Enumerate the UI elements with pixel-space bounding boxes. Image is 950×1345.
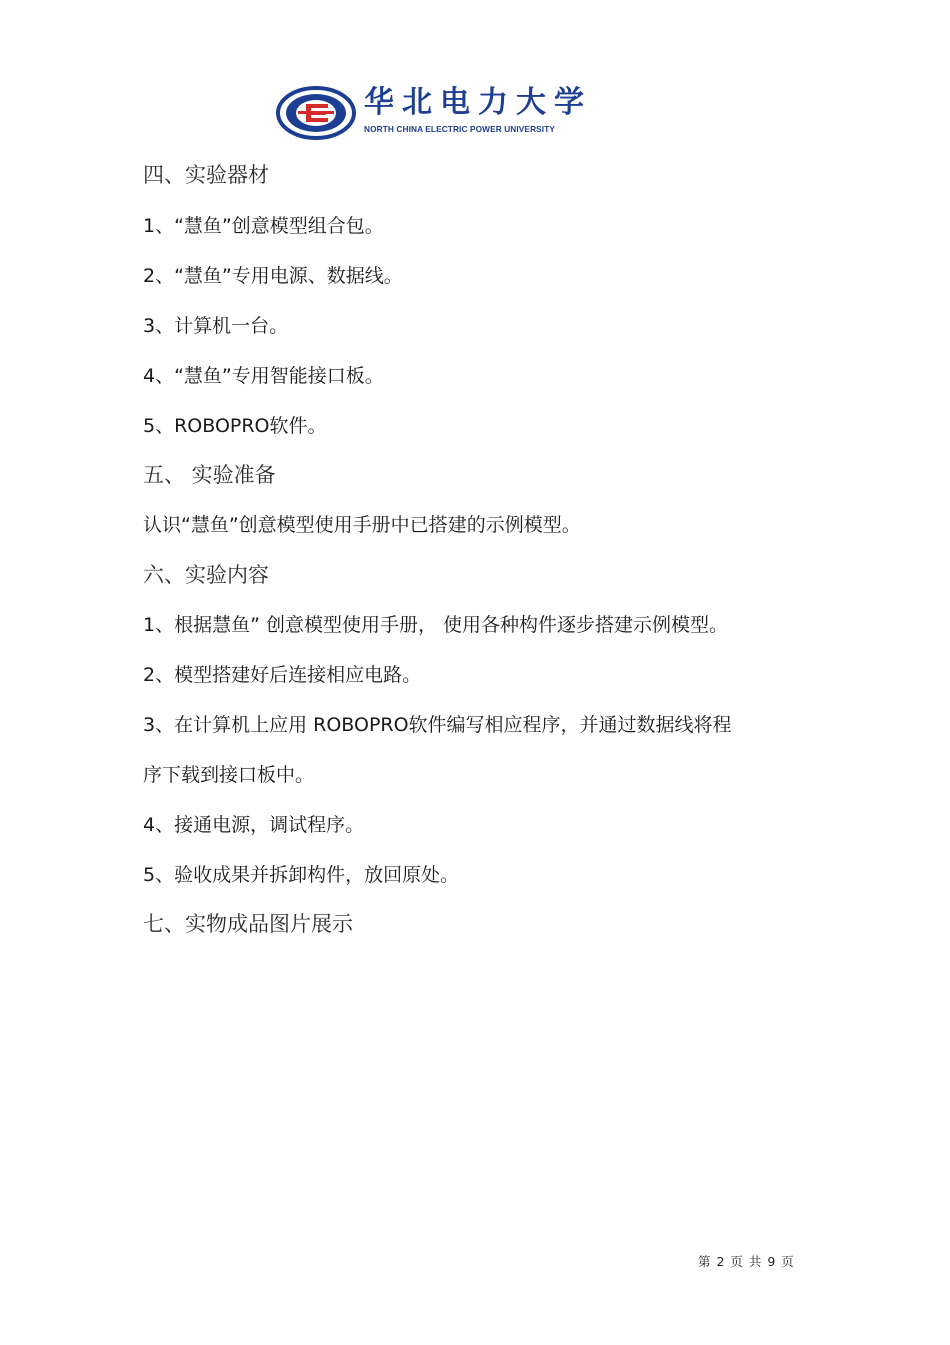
equipment-item-3: 3、计算机一台。 — [143, 315, 289, 337]
equipment-item-4: 4、“慧鱼”专用智能接口板。 — [143, 365, 384, 387]
content-item-3-line-1: 3、在计算机上应用 ROBOPRO软件编写相应程序，并通过数据线将程 — [143, 714, 732, 736]
section-heading-showcase: 七、实物成品图片展示 — [143, 912, 353, 936]
content-item-2: 2、模型搭建好后连接相应电路。 — [143, 664, 422, 686]
university-name-cn: 华北电力大学 — [364, 85, 592, 120]
equipment-item-1: 1、“慧鱼”创意模型组合包。 — [143, 215, 384, 237]
section-heading-equipment: 四、实验器材 — [143, 163, 269, 187]
section-heading-content: 六、实验内容 — [143, 563, 269, 587]
equipment-item-5: 5、ROBOPRO软件。 — [143, 415, 327, 437]
content-item-3-line-2: 序下载到接口板中。 — [143, 764, 315, 786]
university-logo — [276, 84, 598, 142]
content-item-5: 5、验收成果并拆卸构件，放回原处。 — [143, 864, 460, 886]
page-number-footer: 第 2 页 共 9 页 — [698, 1254, 795, 1269]
university-emblem-icon — [276, 86, 356, 140]
content-item-1: 1、根据慧鱼” 创意模型使用手册， 使用各种构件逐步搭建示例模型。 — [143, 614, 729, 636]
equipment-item-2: 2、“慧鱼”专用电源、数据线。 — [143, 265, 403, 287]
content-item-4: 4、接通电源，调试程序。 — [143, 814, 365, 836]
preparation-text: 认识“慧鱼”创意模型使用手册中已搭建的示例模型。 — [143, 514, 581, 536]
section-heading-preparation: 五、 实验准备 — [143, 463, 276, 487]
university-name-en: NORTH CHINA ELECTRIC POWER UNIVERSITY — [364, 124, 555, 134]
